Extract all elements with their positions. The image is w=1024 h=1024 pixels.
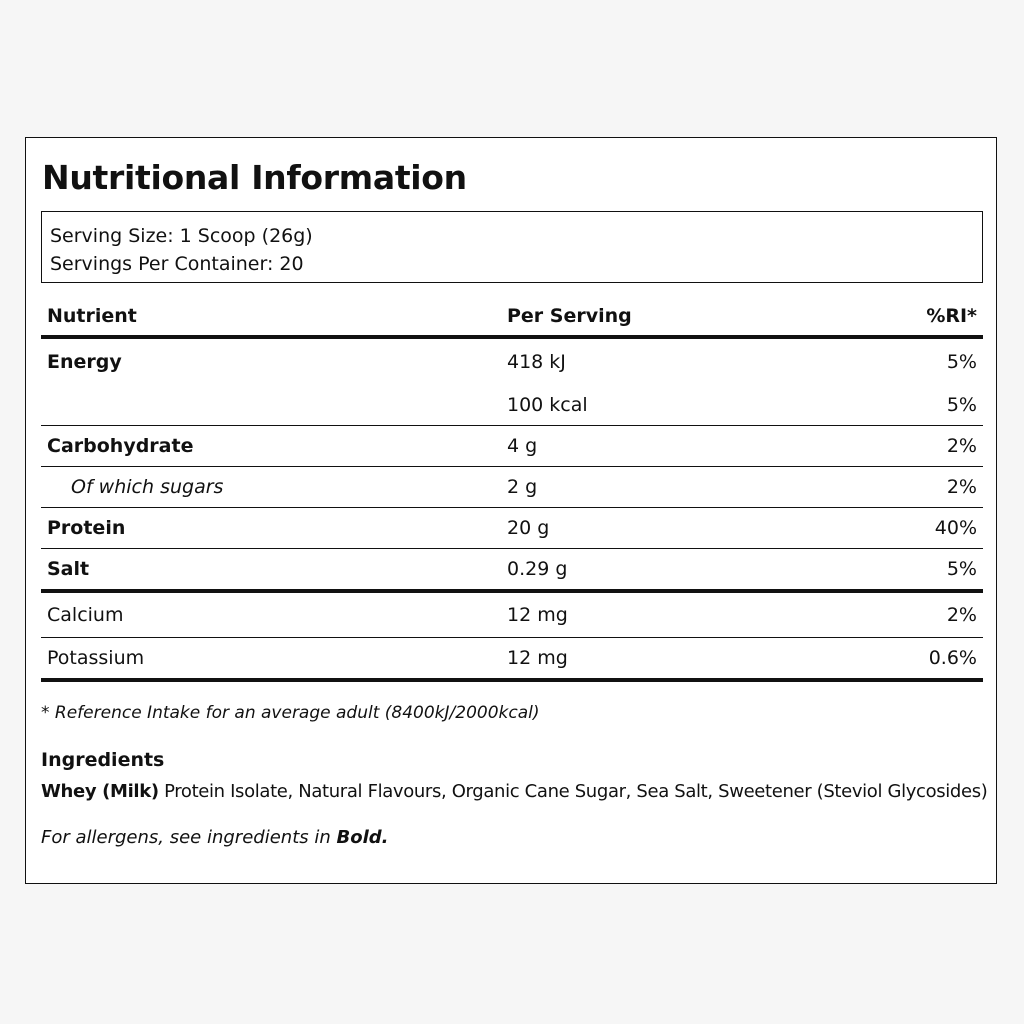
allergen-note-bold: Bold. xyxy=(336,827,389,848)
table-row xyxy=(41,426,983,467)
nutrient-name: Calcium xyxy=(41,591,501,638)
per-serving-value: 12 mg xyxy=(501,591,833,638)
table-row xyxy=(41,385,983,426)
per-serving-value: 418 kJ xyxy=(507,351,566,373)
table-header-row xyxy=(41,297,983,337)
nutrient-name: Energy xyxy=(47,351,122,373)
ri-value: 5% xyxy=(833,385,983,426)
ri-value: 5% xyxy=(946,351,977,373)
table-row xyxy=(41,337,983,385)
per-serving-value: 2 g xyxy=(501,467,833,508)
servings-per-container: Servings Per Container: 20 xyxy=(50,253,304,275)
table-row xyxy=(41,508,983,549)
nutrient-name: Potassium xyxy=(41,638,501,681)
allergen-note xyxy=(41,827,388,848)
ri-value: 0.6% xyxy=(833,638,983,681)
nutrient-name: Protein xyxy=(41,508,501,549)
reference-intake-footnote: * Reference Intake for an average adult (8400kJ/2000kcal) xyxy=(41,703,540,723)
header-per-serving: Per Serving xyxy=(501,297,833,337)
table-row xyxy=(41,549,983,592)
header-nutrient: Nutrient xyxy=(41,297,501,337)
ri-value: 2% xyxy=(833,426,983,467)
serving-size: Serving Size: 1 Scoop (26g) xyxy=(50,225,313,247)
nutrient-name xyxy=(41,385,501,426)
ri-value: 2% xyxy=(833,591,983,638)
header-ri: %RI* xyxy=(833,297,983,337)
allergen-note-prefix: For allergens, see ingredients in xyxy=(41,827,337,848)
per-serving-value: 12 mg xyxy=(501,638,833,681)
ingredients-list xyxy=(41,781,987,802)
ingredients-rest: Protein Isolate, Natural Flavours, Organic Cane Sugar, Sea Salt, Sweetener (Steviol Glycosides) xyxy=(158,781,988,802)
nutrient-name: Carbohydrate xyxy=(41,426,501,467)
page-title: Nutritional Information xyxy=(42,158,467,197)
table-row xyxy=(41,467,983,508)
nutrient-name: Salt xyxy=(41,549,501,592)
table-row xyxy=(41,591,983,638)
table-row xyxy=(41,638,983,681)
per-serving-value: 4 g xyxy=(501,426,833,467)
per-serving-value: 20 g xyxy=(501,508,833,549)
ingredients-heading: Ingredients xyxy=(41,749,165,771)
ri-value: 2% xyxy=(833,467,983,508)
ri-value: 40% xyxy=(833,508,983,549)
per-serving-value: 100 kcal xyxy=(501,385,833,426)
nutrient-name: Of which sugars xyxy=(41,467,501,508)
nutrition-panel xyxy=(25,137,997,884)
serving-info-box xyxy=(41,211,983,283)
ri-value: 5% xyxy=(833,549,983,592)
allergen-ingredient: Whey (Milk) xyxy=(41,781,159,802)
per-serving-value: 0.29 g xyxy=(501,549,833,592)
nutrition-table xyxy=(41,297,983,682)
